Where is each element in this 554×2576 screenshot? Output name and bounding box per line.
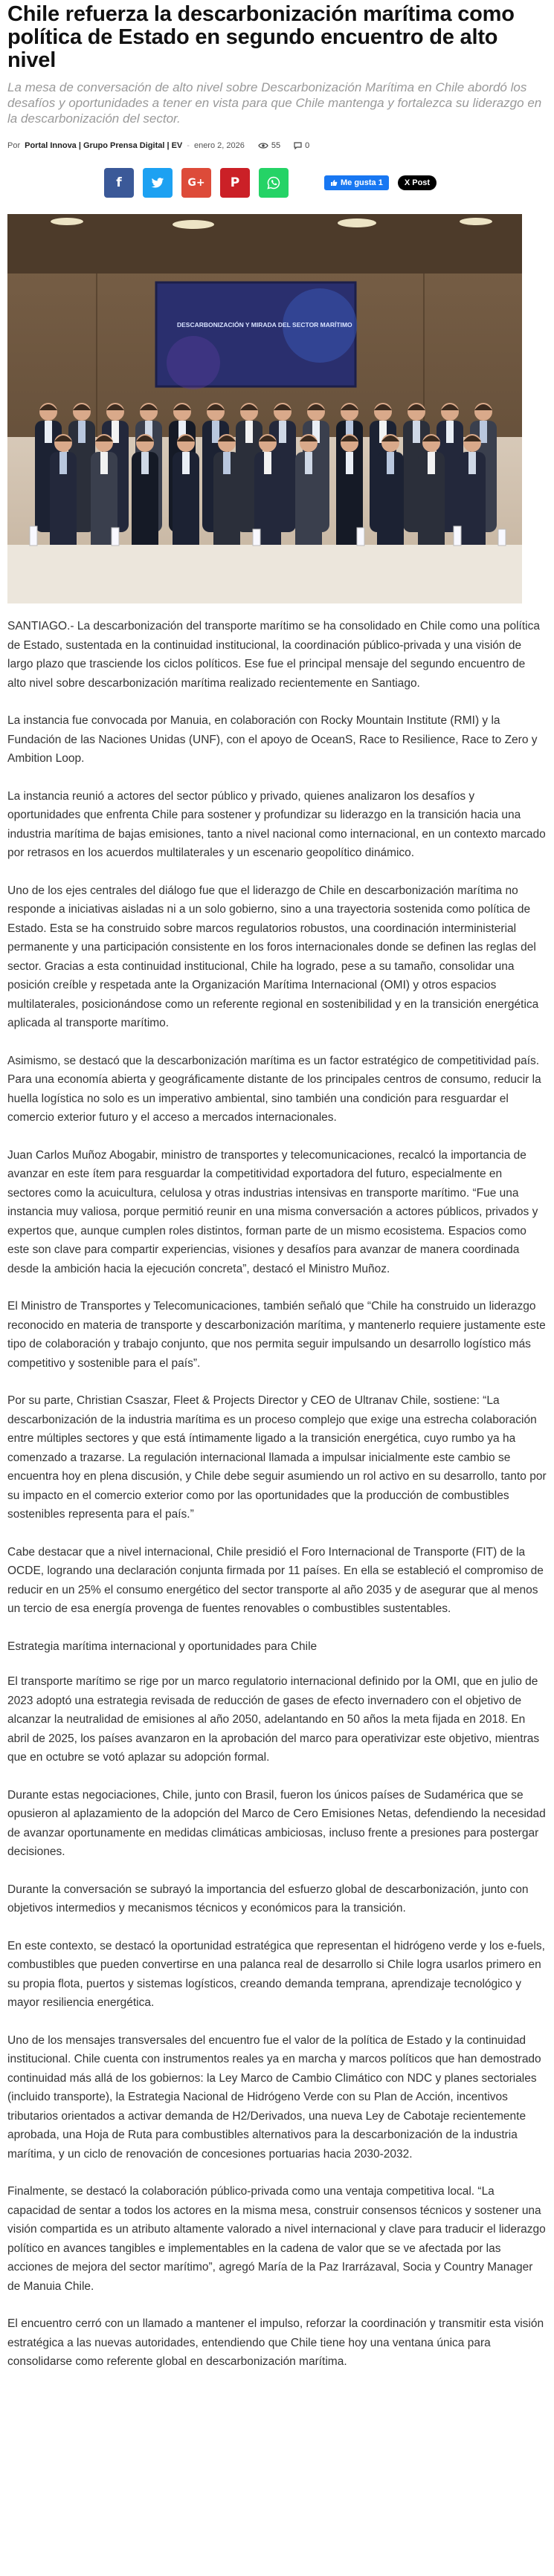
article-paragraph: En este contexto, se destacó la oportunidad estratégica que representan el hidrógeno verde y los e-fuels, combustibles que pueden convertirse en una palanca real de desarrollo si Chile logra usarlos primero en su propia flota, puertos y sistemas logísticos, creando demanda temprana, aprendizaje tecnológico y mayor resiliencia energética. xyxy=(7,1939,545,2009)
author-link[interactable]: Portal Innova | Grupo Prensa Digital | EV xyxy=(25,141,183,150)
article-paragraph: Finalmente, se destacó la colaboración público-privada como una ventaja competitiva local. “La capacidad de sentar a todos los actores en la misma mesa, construir consensos técnicos y sostener una visión compartida es un atributo altamente valorado a nivel internacional y clave para traducir el liderazgo político en avances tangibles e implementables en la cadena de valor que se ve afectada por las acciones de mejora del sector marítimo”, agregó María de la Paz Irarrázaval, Socia y Country Manager de Manuia Chile. xyxy=(7,2185,546,2293)
article-paragraph: Uno de los mensajes transversales del encuentro fue el valor de la política de Estado y la continuidad institucional. Chile cuenta con instrumentos reales ya en marcha y marcos políticos que han demostrado continuidad más allá de los gobiernos: la Ley Marco de Cambio Climático con NDC y planes sectoriales (incluido transporte), la Estrategia Nacional de Hidrógeno Verde con su Plan de Acción, incentivos tributarios orientados a activar demanda de H2/Derivados, una nueva Ley de Cabotaje recientemente aprobada, una Hoja de Ruta para combustibles alternativos para la descarbonización de la industria marítima, y un ciclo de renovación de concesiones portuarias hacia 2030-2032. xyxy=(7,2033,541,2161)
pinterest-icon: P xyxy=(230,175,240,190)
like-label: Me gusta 1 xyxy=(341,178,383,187)
article-paragraph: El transporte marítimo se rige por un marco regulatorio internacional definido por la OMI, que en julio de 2023 adoptó una estrategia revisada de reducción de gases de efecto invernadero con el objetivo de alcanzar la neutralidad de emisiones al año 2050, adelantando en 50 años la meta fijada en 2018. En abril de 2025, los países avanzaron en la aprobación del marco para operativizar este objetivo, mientras que en octubre se votó aplazar su adopción formal. xyxy=(7,1675,540,1764)
publish-date: enero 2, 2026 xyxy=(193,141,245,150)
article-paragraph: Juan Carlos Muñoz Abogabir, ministro de transportes y telecomunicaciones, recalcó la importancia de avanzar en este ítem para resguardar la competitividad exportadora del futuro, especialmente en sectores como la acuicultura, celulosa y otras industrias intensivas en transporte marítimo. “Fue una instancia muy valiosa, porque permitió reunir en una misma conversación a actores públicos, privados y expertos que, aunque cumplen roles distintos, forman parte de un mismo ecosistema. Espacios como este son clave para compartir experiencias, visiones y desafíos para avanzar de manera coordinada desde la ambición hacia la ejecución concreta”, destacó el Ministro Muñoz. xyxy=(7,1148,538,1275)
conference-table xyxy=(7,545,522,603)
meta-separator: - xyxy=(187,141,190,150)
thumbs-up-icon xyxy=(330,179,338,187)
article-paragraph: Asimismo, se destacó que la descarbonización marítima es un factor estratégico de competitividad país. Para una economía abierta y geográficamente distante de los principales centros de consumo, reducir la huella logística no solo es un imperativo ambiental, sino también una condición para resguardar el comercio exterior futuro y el acceso a mercados internacionales. xyxy=(7,1054,541,1124)
views-value: 55 xyxy=(271,141,281,150)
article-paragraph: Por su parte, Christian Csaszar, Fleet & Projects Director y CEO de Ultranav Chile, sostiene: “La descarbonización de la industria marítima es un proceso complejo que exige una estrecha colaboración entre múltiples sectores y que está íntimamente ligado a la transición energética, cuyo rumbo ya ha comenzado a trazarse. La regulación internacional llamada a impulsar inicialmente este cambio se encuentra hoy en plena discusión, y Chile debe seguir asumiendo un rol activo en su desarrollo, tanto por su impacto en el comercio exterior como por las oportunidades que la producción de combustibles sostenibles representa para el país.” xyxy=(7,1394,547,1521)
group-photo-illustration xyxy=(7,214,522,603)
comment-icon xyxy=(294,142,302,149)
article-paragraph: Durante la conversación se subrayó la importancia del esfuerzo global de descarbonización, junto con objetivos intermedios y mecanismos técnicos y económicos para la transición. xyxy=(7,1883,529,1915)
pinterest-share-button[interactable] xyxy=(220,168,250,198)
article-meta xyxy=(7,138,547,153)
article-body xyxy=(7,617,547,2372)
facebook-icon: f xyxy=(116,175,122,190)
article-title: Chile refuerza la descarbonización marítima como política de Estado en segundo encuentro de alto nivel xyxy=(7,2,515,72)
article-paragraph: La instancia reunió a actores del sector público y privado, quienes analizaron los desafíos y oportunidades que enfrenta Chile para sostener y profundizar su liderazgo en la transición hacia una industria marítima de bajas emisiones, tanto a nivel nacional como internacional, en un contexto marcado por retrasos en los acuerdos multilaterales y un escenario geopolítico dinámico. xyxy=(7,789,546,859)
article-subtitle: La mesa de conversación de alto nivel sobre Descarbonización Marítima en Chile abordó los desafíos y oportunidades a tener en vista para que Chile mantenga y fortalezca su liderazgo en la descarbonización del sector. xyxy=(7,80,542,126)
x-post-label: X Post xyxy=(404,178,431,187)
twitter-icon xyxy=(151,178,164,189)
article-paragraph: Uno de los ejes centrales del diálogo fue que el liderazgo de Chile en descarbonización marítima no responde a iniciativas aisladas ni a un solo gobierno, sino a una trayectoria sostenida como política de Estado. Esta se ha construido sobre marcos regulatorios robustos, una coordinación interministerial permanente y una participación consistente en los foros internacionales donde se definen las reglas del sector. Gracias a esta continuidad institucional, Chile ha logrado, pese a su tamaño, consolidar una posición creíble y respetada ante la Organización Marítima Internacional (OMI) y otros espacios multilaterales, posicionándose como un referente regional en sostenibilidad y en la transición energética aplicada al transporte marítimo. xyxy=(7,884,539,1029)
facebook-like-button[interactable] xyxy=(324,175,389,190)
comments-value: 0 xyxy=(305,141,310,150)
views-count xyxy=(258,141,280,150)
comments-count[interactable] xyxy=(294,141,309,150)
article-paragraph: El Ministro de Transportes y Telecomunicaciones, también señaló que “Chile ha construido un liderazgo reconocido en materia de transporte y descarbonización marítima, y mantenerlo requiere justamente este tipo de colaboración y trabajo conjunto, que nos permita seguir impulsando un desarrollo logístico más competitivo y sostenible para el país”. xyxy=(7,1300,546,1370)
share-bar xyxy=(104,168,547,198)
article-paragraph: Cabe destacar que a nivel internacional, Chile presidió el Foro Internacional de Transporte (FIT) de la OCDE, logrando una declaración conjunta firmada por 11 países. En ella se estableció el compromiso de reducir en un 25% el consumo energético del sector transporte al año 2035 y de asegurar que al menos un tercio de esa energía provenga de fuentes renovables o combustibles sustentables. xyxy=(7,1545,544,1615)
event-group-photo xyxy=(7,214,522,603)
byline-prefix: Por xyxy=(7,141,21,150)
article-paragraph: Durante estas negociaciones, Chile, junto con Brasil, fueron los únicos países de Sudamérica que se opusieron al aplazamiento de la adopción del Marco de Cero Emisiones Netas, defendiendo la necesidad de avanzar oportunamente en medidas climáticas ambiciosas, incluso frente a presiones para postergar decisiones. xyxy=(7,1788,546,1858)
eye-icon xyxy=(258,142,268,149)
googleplus-share-button[interactable] xyxy=(181,168,211,198)
article-paragraph: La instancia fue convocada por Manuia, en colaboración con Rocky Mountain Institute (RMI) y la Fundación de las Naciones Unidas (UNF), con el apoyo de OceanS, Race to Resilience, Race to Zero y Ambition Loop. xyxy=(7,714,538,765)
section-subheading: Estrategia marítima internacional y oportunidades para Chile xyxy=(7,1640,318,1653)
article-paragraph: SANTIAGO.- La descarbonización del transporte marítimo se ha consolidado en Chile como una política de Estado, sustentada en la continuidad institucional, la coordinación público-privada y una visión de largo plazo que trasciende los ciclos políticos. Ese fue el principal mensaje del segundo encuentro de alto nivel sobre descarbonización marítima realizado recientemente en Santiago. xyxy=(7,620,540,690)
twitter-share-button[interactable] xyxy=(143,168,173,198)
whatsapp-share-button[interactable] xyxy=(259,168,289,198)
facebook-share-button[interactable] xyxy=(104,168,134,198)
screen-caption: DESCARBONIZACIÓN Y MIRADA DEL SECTOR MARÍTIMO xyxy=(177,321,352,329)
x-post-button[interactable] xyxy=(398,175,437,190)
googleplus-icon: G+ xyxy=(187,177,205,189)
whatsapp-icon xyxy=(267,176,280,190)
article-paragraph: El encuentro cerró con un llamado a mantener el impulso, reforzar la coordinación y transmitir esta visión estratégica a las nuevas autoridades, entendiendo que Chile tiene hoy una ventana única para consolidarse como referente global en descarbonización marítima. xyxy=(7,2317,544,2368)
